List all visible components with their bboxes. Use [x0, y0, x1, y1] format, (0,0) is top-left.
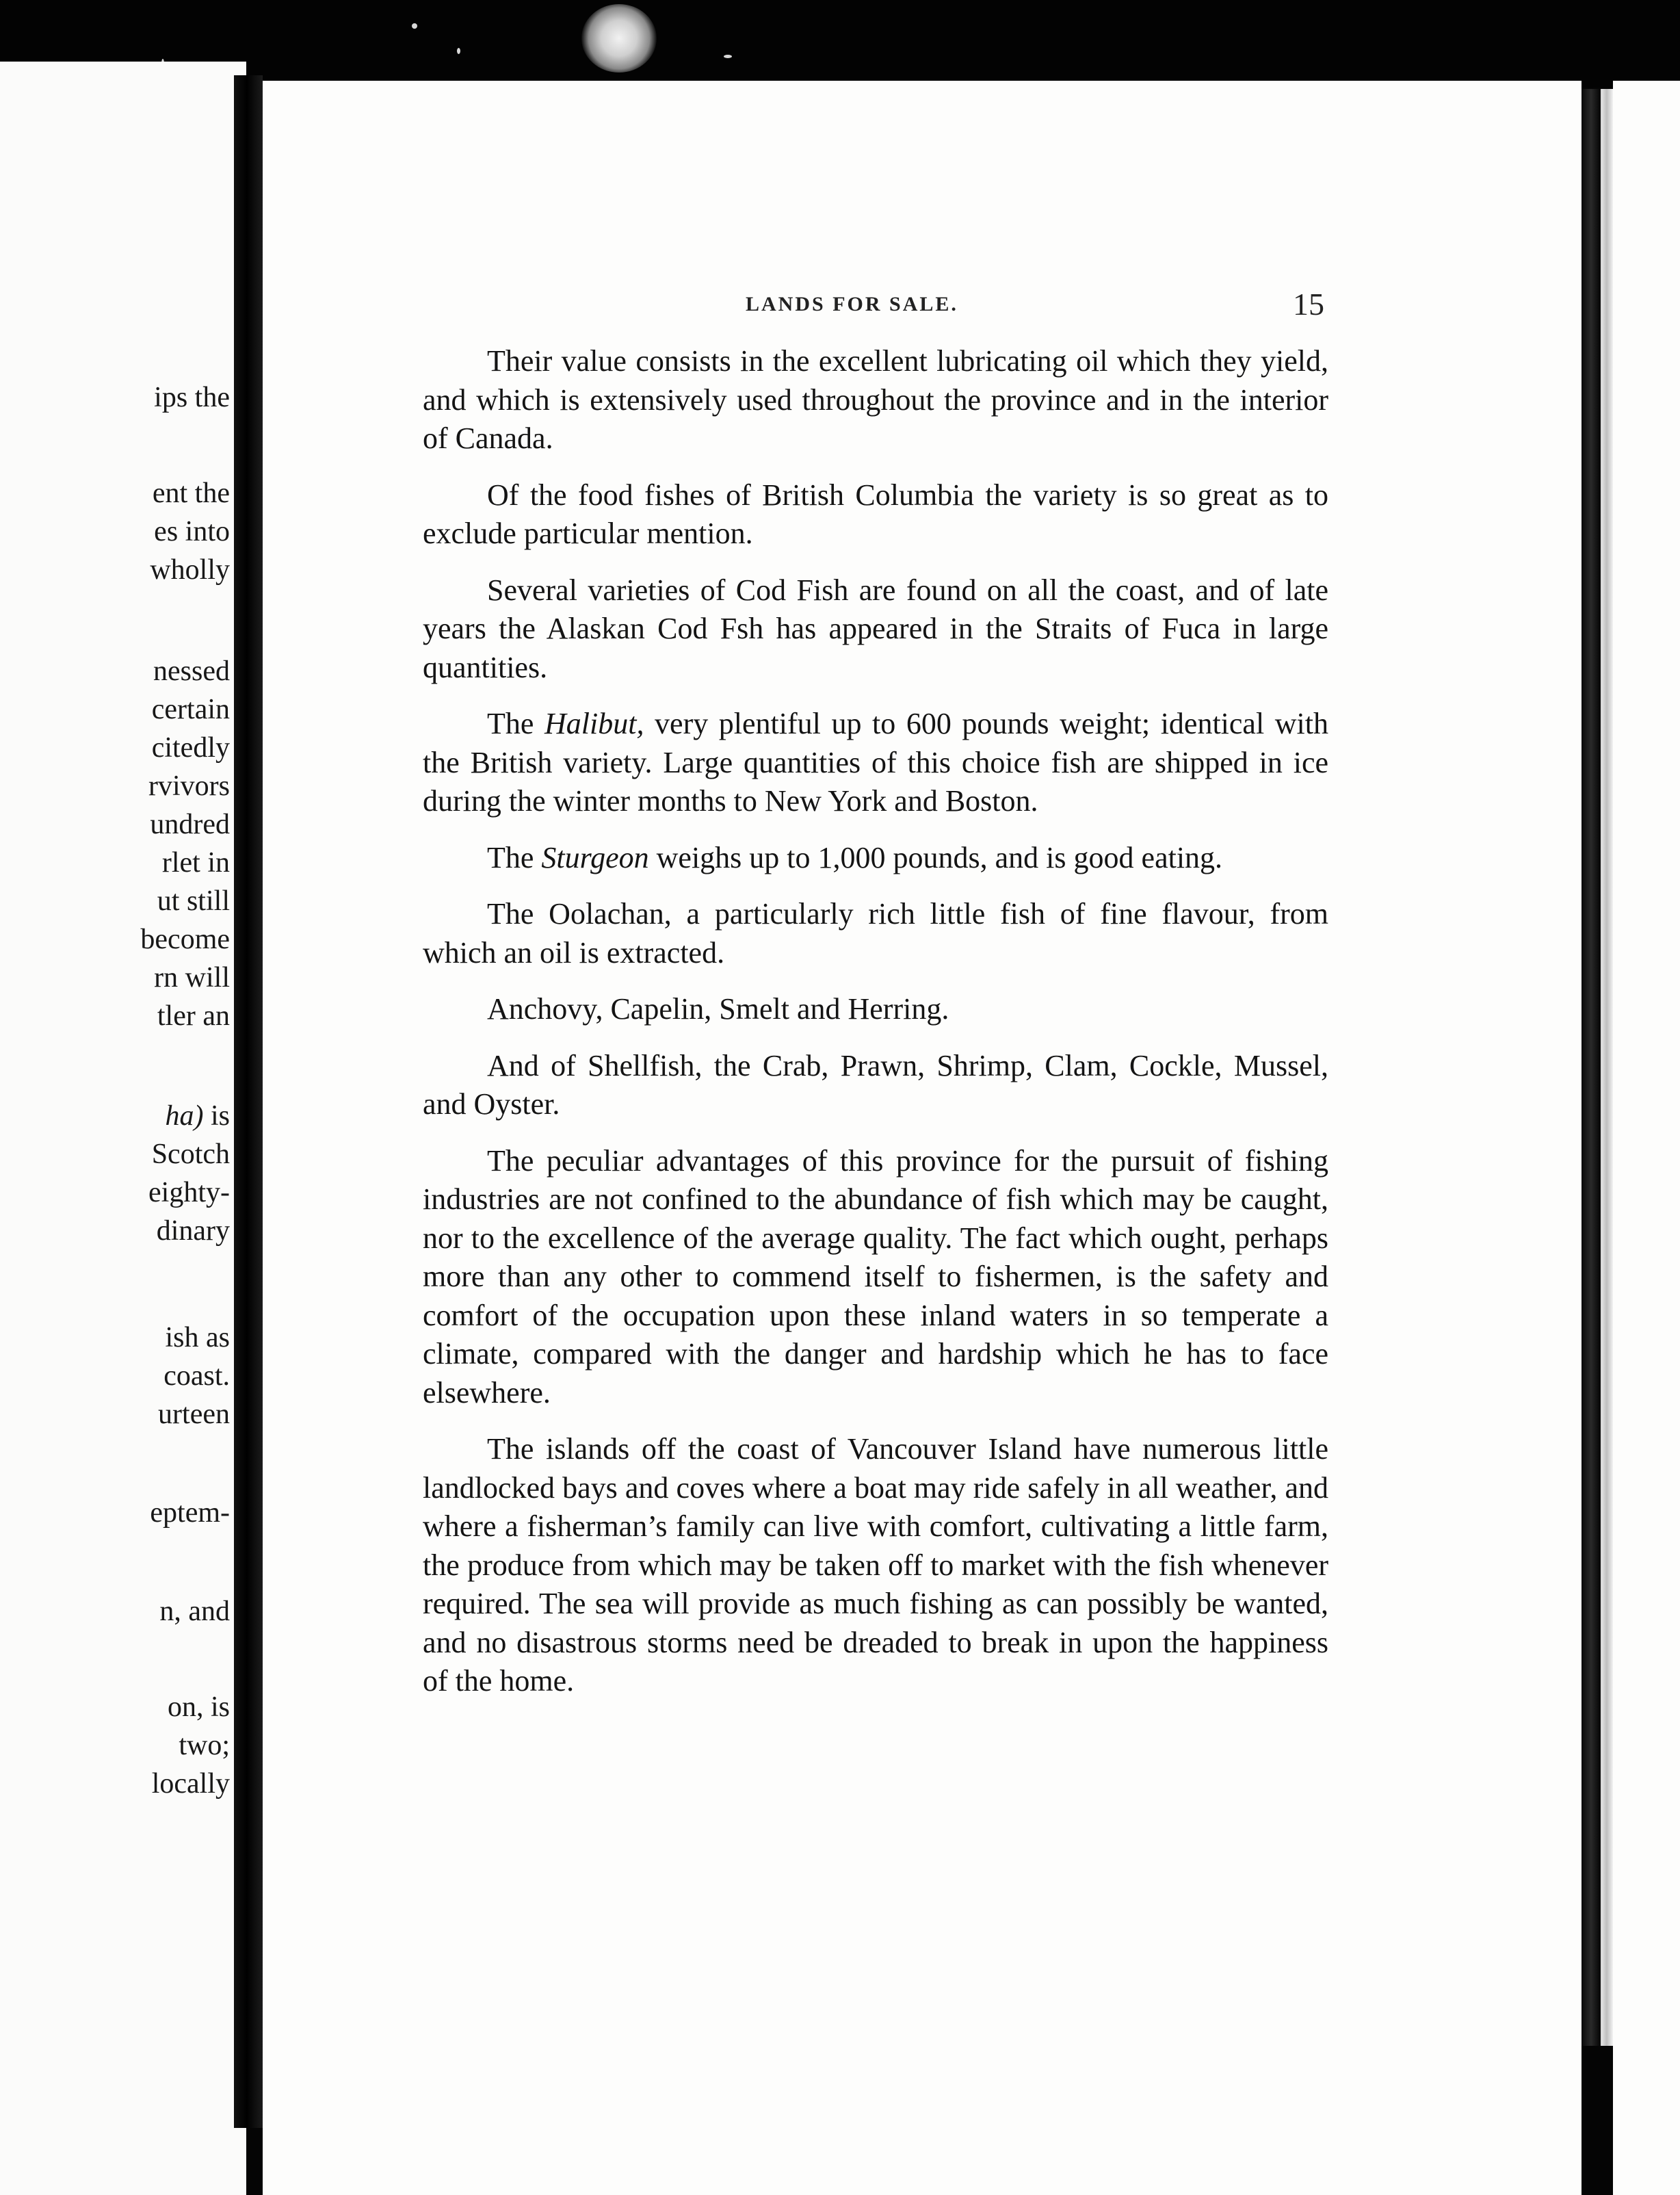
paragraph: The islands off the coast of Vancouver Island have numerous little landlocked bays and coves where a boat may ride safely in all weather, and where a fisherman’s family can live with comfort, cultivating a little farm, the produce from which may be taken off to market with the fish whenever required. The sea will provide as much fishing as can possibly be wanted, and no disastrous storms need be dreaded to break in upon the happiness of the home. [423, 1432, 1328, 1698]
scan-speck [724, 55, 732, 58]
paragraph-text: The [487, 707, 544, 740]
paragraph [423, 839, 1328, 878]
facing-page-left [0, 62, 246, 2195]
scan-speck [457, 48, 460, 54]
page-body [423, 342, 1328, 1719]
facing-page-text-fragment: urteen [158, 1399, 230, 1430]
facing-page-text-fragment: ent the [152, 478, 230, 509]
facing-page-text-fragment: n, and [159, 1596, 230, 1627]
scan-speck [412, 23, 417, 29]
paragraph-text: very plentiful up to 600 pounds weight; identical with the British variety. Large quantities of this choice fish are shipped in ice during the winter months to New York and Boston. [423, 707, 1328, 818]
right-margin [1613, 81, 1680, 2195]
paragraph: The peculiar advantages of this province for the pursuit of fishing industries are not confined to the abundance of fish which may be caught, nor to the excellence of the average quality. The fact which ought, perhaps more than any other to commend itself to fishermen, is the safety and comfort of the occupation upon these inland waters in so temperate a climate, compared with the danger and hardship which he has to face elsewhere. [423, 1143, 1328, 1410]
facing-page-text-fragment: dinary [156, 1215, 230, 1247]
page-edge [1581, 89, 1613, 2046]
paragraph: Anchovy, Capelin, Smelt and Herring. [487, 992, 949, 1026]
facing-page-text-fragment: coast. [163, 1360, 230, 1392]
paragraph: Several varieties of Cod Fish are found on all the coast, and of late years the Alaskan Cod Fsh has appeared in the Straits of Fuca in large quantities. [423, 573, 1328, 684]
scan-stain [581, 4, 657, 73]
facing-page-text-fragment: rn will [154, 962, 230, 993]
facing-page-text-fragment: ha) is [165, 1100, 230, 1132]
scan-border-top [0, 0, 1680, 88]
facing-page-text-fragment: Scotch [151, 1139, 230, 1170]
italic-fish-name: Sturgeon [541, 840, 649, 874]
facing-page-text-fragment: ut still [157, 885, 230, 917]
book-gutter [234, 75, 263, 2128]
facing-page-text-fragment: two; [179, 1730, 230, 1761]
running-head: LANDS FOR SALE. [746, 293, 958, 315]
facing-page-text-fragment: ish as [165, 1322, 230, 1353]
italic-fish-name: Halibut, [544, 707, 644, 740]
paragraph: Their value consists in the excellent lubricating oil which they yield, and which is extensively used throughout the province and in the interior of Canada. [423, 344, 1328, 455]
facing-page-text-fragment: citedly [151, 732, 230, 764]
facing-page-text-fragment: eptem- [150, 1497, 230, 1529]
facing-page-text-fragment: become [140, 924, 230, 955]
facing-page-text-fragment: undred [150, 809, 230, 840]
paragraph: Of the food fishes of British Columbia the variety is so great as to exclude particular mention. [423, 478, 1328, 550]
facing-page-text-fragment: locally [151, 1768, 230, 1800]
facing-page-text-fragment: tler an [157, 1000, 230, 1032]
facing-page-text-fragment: wholly [150, 554, 230, 586]
facing-page-text-fragment: eighty- [148, 1177, 230, 1208]
facing-page-text-fragment: es into [154, 516, 230, 547]
paragraph: And of Shellfish, the Crab, Prawn, Shrimp, Clam, Cockle, Mussel, and Oyster. [423, 1048, 1328, 1121]
paragraph: The Oolachan, a particularly rich little fish of fine flavour, from which an oil is extracted. [423, 897, 1328, 970]
paragraph-text: weighs up to 1,000 pounds, and is good eating. [648, 840, 1223, 874]
facing-page-text-fragment: rlet in [161, 847, 230, 879]
paragraph-text: The [487, 840, 542, 874]
page-number: 15 [1293, 287, 1324, 322]
facing-page-text-fragment: rvivors [148, 770, 230, 802]
facing-page-text-fragment: ips the [154, 382, 230, 413]
facing-page-text-fragment: certain [151, 694, 230, 725]
facing-page-text-fragment: on, is [167, 1691, 230, 1723]
facing-page-text-fragment: nessed [153, 655, 230, 687]
paragraph [423, 705, 1328, 821]
